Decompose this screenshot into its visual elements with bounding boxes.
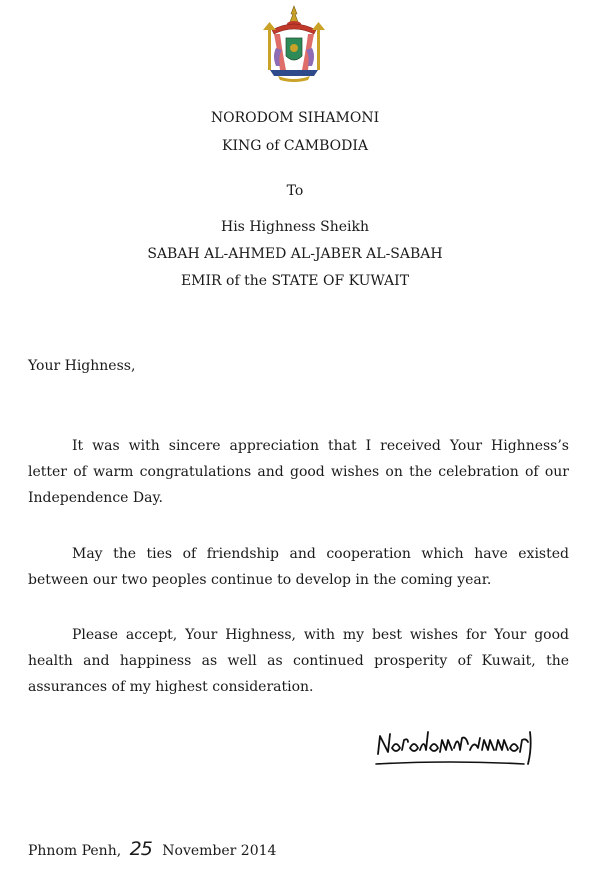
recipient-honorific: His Highness Sheikh [221, 219, 369, 235]
closing-month-year: November 2014 [162, 843, 277, 859]
recipient-name: SABAH AL-AHMED AL-JABER AL-SABAH [147, 246, 443, 262]
body-paragraph-2: May the ties of friendship and cooperation which have existed between our two peoples continue to develop in the coming year. [28, 546, 569, 588]
sender-name: NORODOM SIHAMONI [210, 110, 380, 126]
body-paragraph-3: Please accept, Your Highness, with my best wishes for Your good health and happiness as well as continued prosperity of Kuwait, the assurances of my highest consideration. [28, 627, 569, 695]
handwritten-signature-icon [372, 728, 538, 772]
closing-day: 25 [129, 838, 152, 860]
to-label: To [286, 183, 304, 199]
closing-place: Phnom Penh, [28, 843, 122, 859]
sender-title: KING of CAMBODIA [222, 138, 368, 154]
closing-line [28, 840, 276, 860]
salutation: Your Highness, [28, 358, 136, 374]
royal-crest-icon [252, 4, 336, 84]
body-paragraph-1: It was with sincere appreciation that I received Your Highness’s letter of warm congratulations and good wishes on the celebration of our Independence Day. [28, 438, 569, 506]
recipient-title: EMIR of the STATE OF KUWAIT [180, 273, 410, 289]
